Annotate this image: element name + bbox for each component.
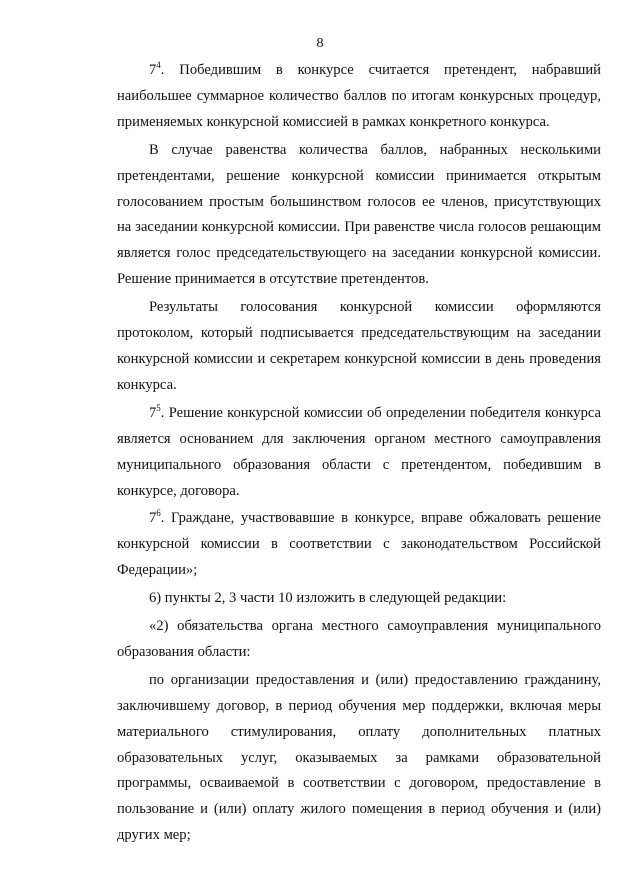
document-body — [117, 58, 601, 849]
paragraph-7-4 — [117, 58, 601, 136]
paragraph-superscript: 5 — [156, 402, 161, 413]
paragraph-superscript: 4 — [156, 60, 161, 71]
paragraph-text: . Решение конкурсной комиссии об определении победителя конкурса является основанием для заключения органом местного самоуправления муниципального образования области с претендентом, победившим в конкурсе, договора. — [117, 404, 601, 499]
paragraph-text: . Победившим в конкурсе считается претендент, набравший наибольшее суммарное количество баллов по итогам конкурсных процедур, применяемых конкурсной комиссией в рамках конкретного конкурса. — [117, 62, 601, 130]
page-number: 8 — [316, 36, 324, 51]
paragraph-marker: 7 — [149, 404, 157, 421]
paragraph-support-measures: по организации предоставления и (или) предоставлению гражданину, заключившему договор, в период обучения мер поддержки, включая меры материального стимулирования, оплату дополнительных платных образовательных услуг, оказываемых за рамками образовательной программы, осваиваемой в соответствии с договором, предоставление в пользование и (или) оплату жилого помещения в период обучения и (или) других мер; — [117, 671, 601, 844]
paragraph-voting-results: Результаты голосования конкурсной комиссии оформляются протоколом, который подписывается председательствующим на заседании конкурсной комиссии и секретарем конкурсной комиссии в день проведения конкурса. — [117, 299, 601, 393]
paragraph-marker: 7 — [149, 62, 157, 78]
paragraph-7-6 — [117, 506, 601, 584]
paragraph-tie-rule: В случае равенства количества баллов, набранных несколькими претендентами, решение конкурсной комиссии принимается открытым голосованием простым большинством голосов ее членов, присутствующих на заседании конкурсной комиссии. При равенстве числа голосов решающим является голос председательствующего на заседании конкурсной комиссии. Решение принимается в отсутствие претендентов. — [117, 141, 601, 288]
paragraph-text: . Граждане, участвовавшие в конкурсе, вправе обжаловать решение конкурсной комиссии в соответствии с законодательством Российской Федерации»; — [117, 510, 601, 579]
paragraph-obligations-2: «2) обязательства органа местного самоуправления муниципального образования области: — [117, 618, 601, 660]
paragraph-marker: 7 — [149, 510, 157, 527]
paragraph-7-5 — [117, 401, 601, 505]
paragraph-superscript: 6 — [156, 508, 161, 519]
paragraph-amendment-6: 6) пункты 2, 3 части 10 изложить в следующей редакции: — [149, 590, 507, 607]
